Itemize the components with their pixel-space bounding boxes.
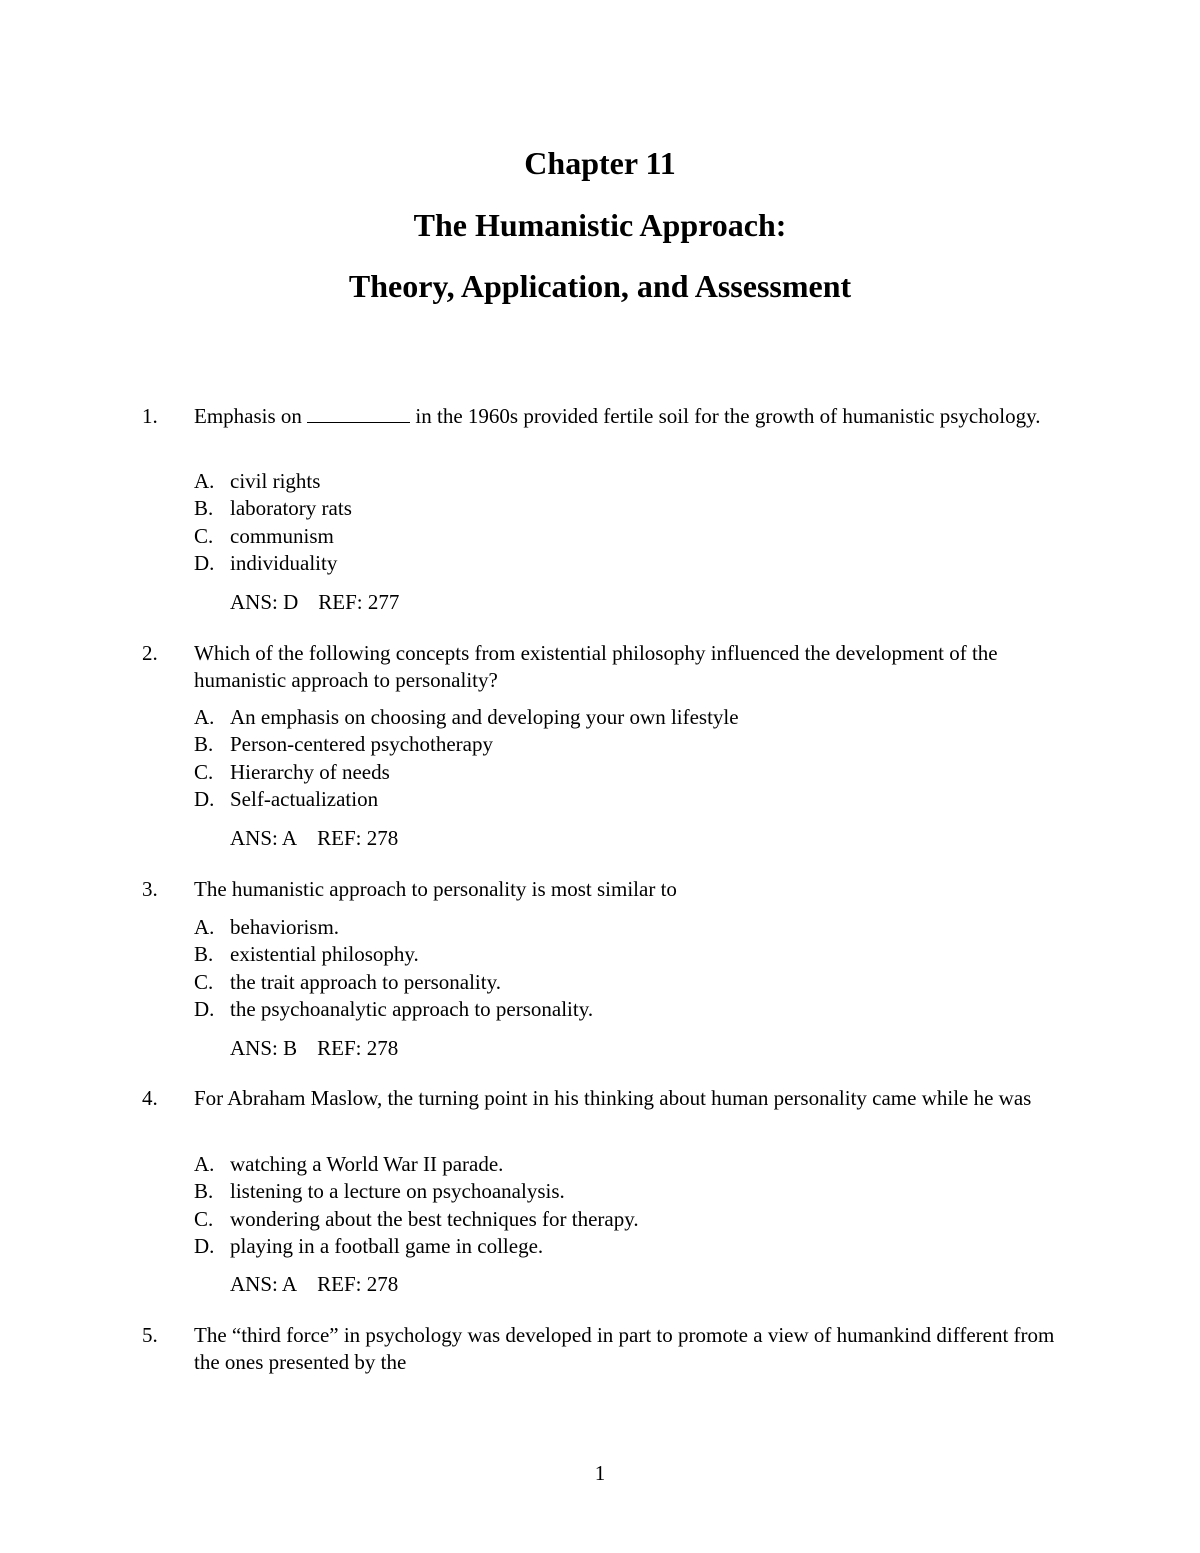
- option-text: the psychoanalytic approach to personality.: [230, 996, 594, 1021]
- option-letter: B.: [194, 1179, 214, 1204]
- answer-line: [230, 825, 398, 852]
- answer-key: ANS: B: [230, 1036, 298, 1060]
- option-text: Hierarchy of needs: [230, 759, 390, 784]
- option-c: [194, 969, 593, 996]
- option-text: Self-actualization: [230, 786, 379, 811]
- option-letter: D.: [194, 786, 215, 811]
- page-reference: REF: 278: [317, 1272, 399, 1296]
- question-number: 3.: [142, 877, 158, 901]
- option-a: [194, 1151, 639, 1178]
- option-a: [194, 704, 739, 731]
- option-b: [194, 941, 593, 968]
- page-reference: REF: 278: [317, 826, 399, 850]
- option-letter: A.: [194, 705, 215, 729]
- option-text: civil rights: [230, 469, 321, 493]
- option-d: [194, 786, 739, 813]
- option-text: the trait approach to personality.: [230, 969, 501, 994]
- option-letter: C.: [194, 969, 214, 994]
- option-d: [194, 550, 352, 577]
- page-reference: REF: 278: [317, 1036, 399, 1060]
- option-text: An emphasis on choosing and developing your own lifestyle: [230, 705, 739, 729]
- fill-in-blank: [307, 405, 410, 423]
- question-stem: The humanistic approach to personality is most similar to: [194, 877, 677, 901]
- answer-key: ANS: A: [230, 1272, 298, 1296]
- option-text: existential philosophy.: [230, 942, 419, 967]
- chapter-title-line-2: Theory, Application, and Assessment: [348, 268, 852, 304]
- option-text: behaviorism.: [230, 915, 340, 939]
- option-text: listening to a lecture on psychoanalysis.: [230, 1179, 565, 1204]
- option-letter: D.: [194, 1233, 215, 1258]
- option-text: wondering about the best techniques for therapy.: [230, 1206, 639, 1231]
- answer-line: [230, 1035, 398, 1062]
- option-letter: A.: [194, 469, 215, 493]
- chapter-title-line-1: The Humanistic Approach:: [413, 207, 787, 243]
- question-stem: The “third force” in psychology was developed in part to promote a view of humankind different from the ones presented by the: [194, 1323, 1055, 1374]
- option-text: playing in a football game in college.: [230, 1233, 544, 1258]
- option-text: individuality: [230, 550, 338, 575]
- answer-line: [230, 589, 399, 616]
- option-b: [194, 1178, 639, 1205]
- option-b: [194, 731, 739, 758]
- option-c: [194, 759, 739, 786]
- option-letter: C.: [194, 1206, 214, 1231]
- option-a: [194, 468, 352, 495]
- option-letter: C.: [194, 759, 214, 784]
- option-a: [194, 914, 593, 941]
- question-stem: [194, 403, 1064, 430]
- option-text: watching a World War II parade.: [230, 1152, 504, 1176]
- option-d: [194, 1233, 639, 1260]
- option-letter: B.: [194, 496, 214, 521]
- question-number: 4.: [142, 1086, 158, 1110]
- question-stem-part-1: Emphasis on: [194, 404, 302, 428]
- question-number: 1.: [142, 404, 158, 428]
- answer-options: [194, 1151, 639, 1260]
- page-number: 1: [594, 1461, 606, 1485]
- question-stem-part-2: in the 1960s provided fertile soil for the growth of humanistic psychology.: [415, 404, 1041, 428]
- option-text: laboratory rats: [230, 496, 352, 521]
- question-stem: Which of the following concepts from existential philosophy influenced the development of the humanistic approach to personality?: [194, 641, 998, 692]
- option-text: communism: [230, 523, 334, 548]
- answer-options: [194, 914, 593, 1023]
- option-text: Person-centered psychotherapy: [230, 732, 493, 757]
- answer-key: ANS: D: [230, 590, 299, 614]
- answer-line: [230, 1271, 398, 1298]
- page-reference: REF: 277: [318, 590, 400, 614]
- option-letter: C.: [194, 523, 214, 548]
- option-letter: A.: [194, 1152, 215, 1176]
- option-letter: B.: [194, 942, 214, 967]
- question-stem: For Abraham Maslow, the turning point in his thinking about human personality came while he was: [194, 1086, 1032, 1110]
- question-number: 5.: [142, 1323, 158, 1347]
- option-letter: B.: [194, 732, 214, 757]
- answer-key: ANS: A: [230, 826, 298, 850]
- option-letter: A.: [194, 915, 215, 939]
- question-number: 2.: [142, 641, 158, 665]
- option-letter: D.: [194, 550, 215, 575]
- option-d: [194, 996, 593, 1023]
- answer-options: [194, 704, 739, 813]
- option-c: [194, 1206, 639, 1233]
- answer-options: [194, 468, 352, 577]
- chapter-heading: Chapter 11: [524, 145, 676, 181]
- option-b: [194, 495, 352, 522]
- option-letter: D.: [194, 996, 215, 1021]
- option-c: [194, 523, 352, 550]
